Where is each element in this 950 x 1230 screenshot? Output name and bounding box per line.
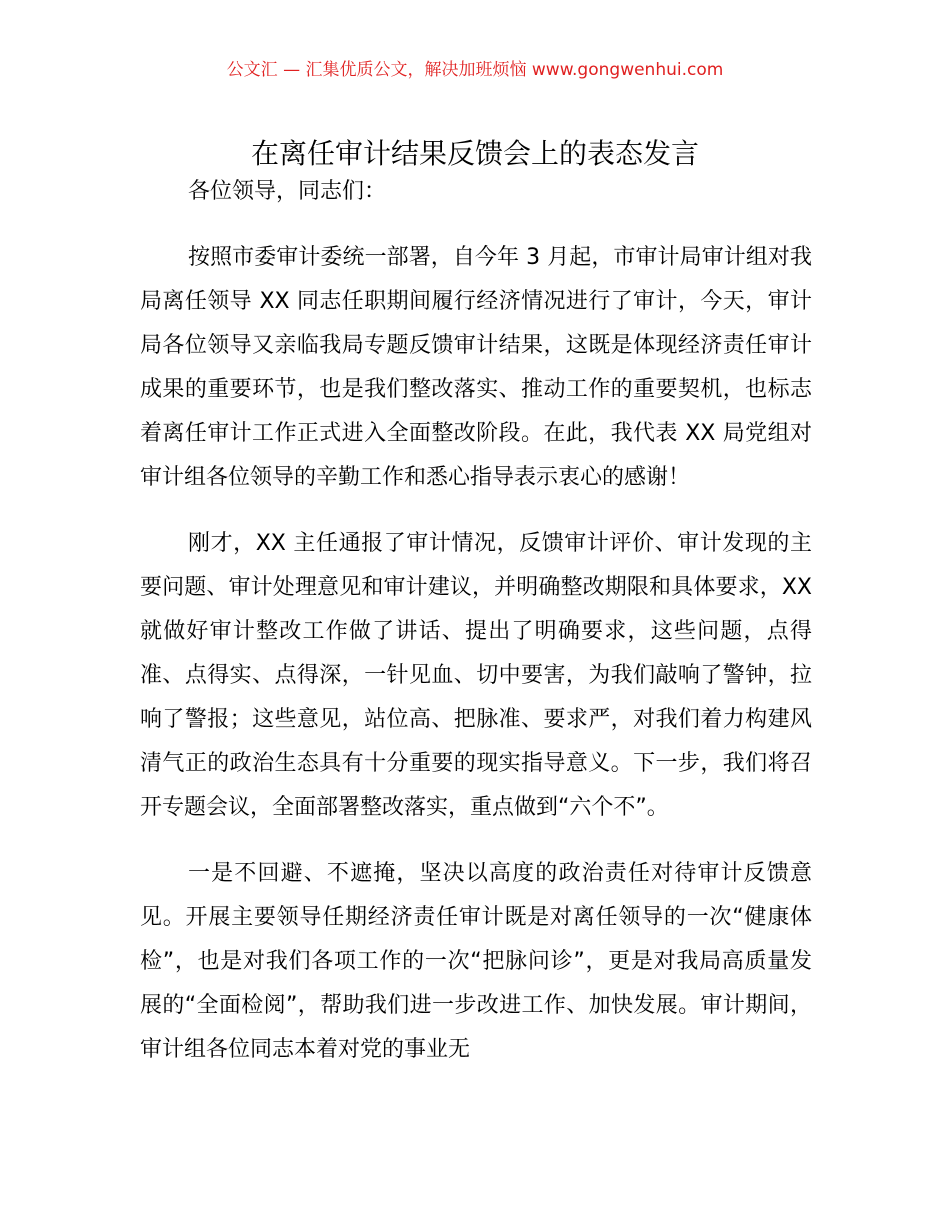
- document-body: [140, 170, 812, 1094]
- paragraph: 按照市委审计委统一部署，自今年 3 月起，市审计局审计组对我局离任领导 XX 同志任职期间履行经济情况进行了审计，今天，审计局各位领导又亲临我局专题反馈审计结果，这既是体现经济责任审计成果的重要环节，也是我们整改落实、推动工作的重要契机，也标志着离任审计工作正式进入全面整改阶段。在此，我代表 XX 局党组对审计组各位领导的辛勤工作和悉心指导表示衷心的感谢！: [140, 245, 812, 490]
- document-title: 在离任审计结果反馈会上的表态发言: [250, 136, 699, 170]
- paragraph: 刚才，XX 主任通报了审计情况，反馈审计评价、审计发现的主要问题、审计处理意见和审计建议，并明确整改期限和具体要求，XX 就做好审计整改工作做了讲话、提出了明确要求，这些问题，点得准、点得实、点得深，一针见血、切中要害，为我们敲响了警钟，拉响了警报；这些意见，站位高、把脉准、要求严，对我们着力构建风清气正的政治生态具有十分重要的现实指导意义。下一步，我们将召开专题会议，全面部署整改落实，重点做到“六个不”。: [140, 531, 812, 820]
- greeting: 各位领导，同志们：: [188, 179, 387, 204]
- site-banner: 公文汇 — 汇集优质公文，解决加班烦恼 www.gongwenhui.com: [226, 60, 724, 80]
- paragraph: 一是不回避、不遮掩，坚决以高度的政治责任对待审计反馈意见。开展主要领导任期经济责任审计既是对离任领导的一次“健康体检”，也是对我们各项工作的一次“把脉问诊”，更是对我局高质量发展的“全面检阅”，帮助我们进一步改进工作、加快发展。审计期间，审计组各位同志本着对党的事业无: [140, 861, 812, 1062]
